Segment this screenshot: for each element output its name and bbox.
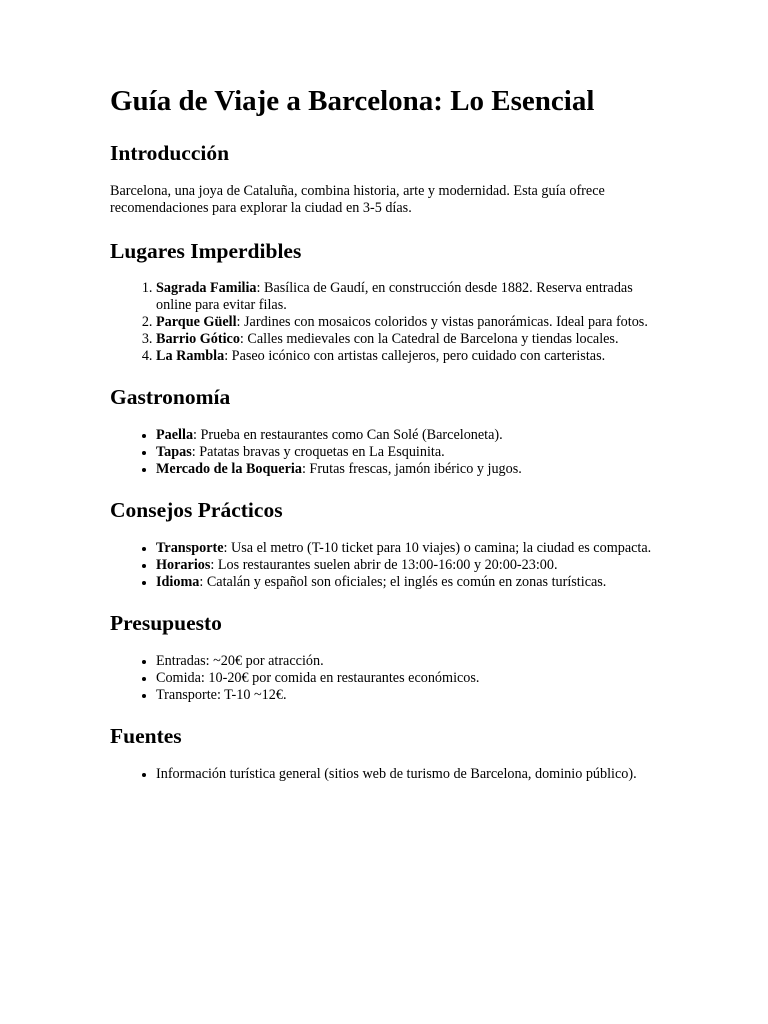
list-item-text: : Los restaurantes suelen abrir de 13:00-16:00 y 20:00-23:00. bbox=[210, 556, 558, 573]
list-item: • Transporte: T-10 ~12€. bbox=[156, 687, 658, 704]
section-fuentes bbox=[110, 724, 658, 783]
list-item bbox=[156, 280, 658, 314]
list-item: • Entradas: ~20€ por atracción. bbox=[156, 653, 658, 670]
list-item-term: Parque Güell bbox=[156, 314, 237, 331]
list-item: • Información turística general (sitios web de turismo de Barcelona, dominio público). bbox=[156, 766, 658, 783]
list-item-text: : Basílica de Gaudí, en construcción desde 1882. Reserva entradas online para evitar filas. bbox=[156, 280, 633, 314]
list-item-text: : Patatas bravas y croquetas en La Esquinita. bbox=[191, 444, 445, 461]
section-introduccion bbox=[110, 141, 658, 217]
list-item-text: : Calles medievales con la Catedral de Barcelona y tiendas locales. bbox=[239, 331, 619, 348]
list-item bbox=[156, 540, 658, 557]
section-heading-lugares: Lugares Imperdibles bbox=[110, 238, 302, 263]
places-list bbox=[110, 280, 658, 365]
section-presupuesto bbox=[110, 611, 658, 704]
list-item-text: : Frutas frescas, jamón ibérico y jugos. bbox=[301, 461, 522, 478]
list-item bbox=[156, 331, 658, 348]
section-heading-fuentes: Fuentes bbox=[110, 723, 182, 748]
section-heading-gastronomia: Gastronomía bbox=[110, 385, 231, 410]
list-item bbox=[156, 461, 658, 478]
sources-list bbox=[110, 766, 658, 783]
list-item bbox=[156, 427, 658, 444]
list-item-term: Mercado de la Boqueria bbox=[156, 461, 302, 478]
intro-paragraph: Barcelona, una joya de Cataluña, combina historia, arte y modernidad. Esta guía ofrece recomendaciones para explorar la ciudad en 3-5 días. bbox=[110, 182, 605, 216]
list-item-term: La Rambla bbox=[156, 348, 225, 365]
list-item bbox=[156, 348, 658, 365]
list-item bbox=[156, 444, 658, 461]
budget-list bbox=[110, 653, 658, 704]
list-item-text: : Catalán y español son oficiales; el inglés es común en zonas turísticas. bbox=[199, 573, 607, 590]
section-heading-presupuesto: Presupuesto bbox=[110, 610, 222, 635]
list-item-term: Horarios bbox=[156, 556, 211, 573]
list-item-text: : Jardines con mosaicos coloridos y vistas panorámicas. Ideal para fotos. bbox=[236, 314, 648, 331]
list-item-text: : Paseo icónico con artistas callejeros, pero cuidado con carteristas. bbox=[224, 348, 606, 365]
list-item-term: Transporte bbox=[156, 539, 224, 556]
list-item-term: Idioma bbox=[156, 573, 200, 590]
section-heading-consejos: Consejos Prácticos bbox=[110, 498, 283, 523]
section-heading-introduccion: Introducción bbox=[110, 140, 230, 165]
list-item bbox=[156, 574, 658, 591]
section-gastronomia bbox=[110, 385, 658, 478]
list-item-text: : Prueba en restaurantes como Can Solé (Barceloneta). bbox=[193, 427, 503, 444]
list-item bbox=[156, 314, 658, 331]
list-item-term: Tapas bbox=[156, 444, 192, 461]
list-item: • Comida: 10-20€ por comida en restaurantes económicos. bbox=[156, 670, 658, 687]
list-item-term: Sagrada Familia bbox=[156, 280, 257, 297]
section-lugares bbox=[110, 239, 658, 366]
tips-list bbox=[110, 540, 658, 591]
list-item-text: : Usa el metro (T-10 ticket para 10 viajes) o camina; la ciudad es compacta. bbox=[223, 539, 652, 556]
food-list bbox=[110, 427, 658, 478]
list-item-term: Barrio Gótico bbox=[156, 331, 240, 348]
document-title: Guía de Viaje a Barcelona: Lo Esencial bbox=[110, 85, 595, 117]
list-item-term: Paella bbox=[156, 427, 194, 444]
list-item bbox=[156, 557, 658, 574]
section-consejos bbox=[110, 498, 658, 591]
